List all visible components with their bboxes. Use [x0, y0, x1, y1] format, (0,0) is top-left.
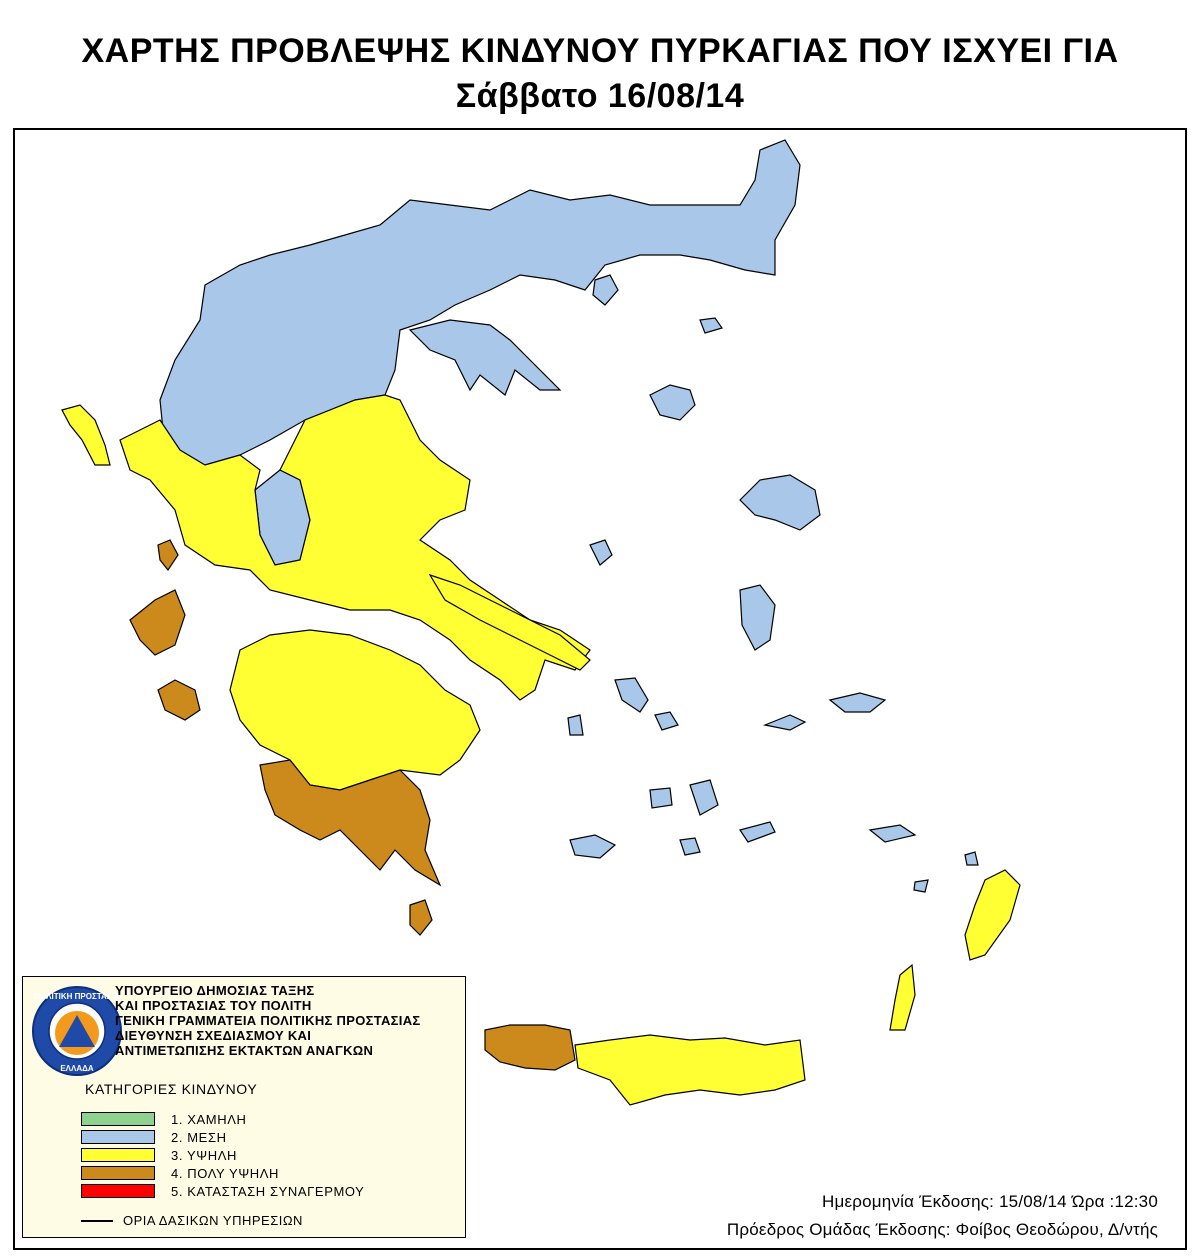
- seal-bottom-text: ΕΛΛΑΔΑ: [60, 1064, 94, 1073]
- region-chios: [740, 585, 775, 650]
- org-line: ΑΝΤΙΜΕΤΩΠΙΣΗΣ ΕΚΤΑΚΤΩΝ ΑΝΑΓΚΩΝ: [115, 1043, 374, 1058]
- map-date: Σάββατο 16/08/14: [455, 77, 745, 115]
- boundary-label: ΟΡΙΑ ΔΑΣΙΚΩΝ ΥΠΗΡΕΣΙΩΝ: [123, 1213, 303, 1228]
- legend-label: 3. ΥΨΗΛΗ: [171, 1147, 238, 1163]
- region-rhodes: [965, 870, 1020, 960]
- legend-label: 2. ΜΕΣΗ: [171, 1129, 227, 1145]
- issue-date: Ημερομηνία Έκδοσης: 15/08/14 Ώρα :12:30: [822, 1192, 1158, 1211]
- swatch-low: [81, 1112, 155, 1126]
- region-northern-greece: [160, 140, 800, 470]
- region-lefkada: [158, 540, 178, 570]
- region-ikaria: [830, 693, 885, 712]
- region-chalkidiki: [410, 320, 560, 395]
- organization-name: [115, 983, 465, 1058]
- region-cyclades-ios: [680, 838, 700, 855]
- region-samothraki: [700, 318, 722, 333]
- region-karpathos: [890, 965, 915, 1030]
- org-line: ΥΠΟΥΡΓΕΙΟ ΔΗΜΟΣΙΑΣ ΤΑΞΗΣ: [115, 983, 315, 998]
- region-crete-west: [485, 1025, 575, 1070]
- legend-item-medium: [81, 1129, 227, 1145]
- org-line: ΓΕΝΙΚΗ ΓΡΑΜΜΑΤΕΙΑ ΠΟΛΙΤΙΚΗΣ ΠΡΟΣΤΑΣΙΑΣ: [115, 1013, 421, 1028]
- region-cyclades-tinos: [655, 712, 678, 730]
- region-lemnos: [650, 385, 695, 420]
- org-line: ΚΑΙ ΠΡΟΣΤΑΣΙΑΣ ΤΟΥ ΠΟΛΙΤΗ: [115, 998, 312, 1013]
- region-cyclades-andros: [615, 678, 648, 712]
- region-corfu: [62, 405, 110, 465]
- map-title: ΧΑΡΤΗΣ ΠΡΟΒΛΕΨΗΣ ΚΙΝΔΥΝΟΥ ΠΥΡΚΑΓΙΑΣ ΠΟΥ ΙΣΧΥΕΙ ΓΙΑ: [81, 32, 1119, 70]
- legend-item-very-high: [81, 1165, 279, 1181]
- region-kefalonia: [130, 590, 185, 655]
- region-dodecanese-kos: [870, 825, 915, 842]
- region-dodecanese-small: [914, 880, 928, 892]
- region-cyclades-kea: [568, 715, 583, 735]
- region-kythira: [410, 900, 432, 935]
- region-cyclades-milos: [570, 835, 615, 858]
- swatch-high: [81, 1148, 155, 1162]
- region-cyclades-amorgos: [740, 822, 775, 842]
- region-dodecanese-symi: [965, 852, 978, 865]
- legend-item-boundaries: [81, 1213, 303, 1228]
- legend-label: 4. ΠΟΛΥ ΥΨΗΛΗ: [171, 1165, 280, 1181]
- swatch-alarm: [81, 1184, 155, 1198]
- region-crete-central-east: [575, 1035, 805, 1105]
- region-samos: [765, 715, 805, 730]
- issue-president: Πρόεδρος Ομάδας Έκδοσης: Φοίβος Θεοδώρου, Δ/ντής: [726, 1220, 1158, 1239]
- region-cyclades-paros: [650, 788, 672, 808]
- legend-item-alarm: [81, 1183, 364, 1199]
- legend-label: 1. ΧΑΜΗΛΗ: [171, 1111, 247, 1127]
- region-zakynthos: [158, 680, 200, 720]
- legend-item-high: [81, 1147, 237, 1163]
- legend-item-low: [81, 1111, 247, 1127]
- legend-label: 5. ΚΑΤΑΣΤΑΣΗ ΣΥΝΑΓΕΡΜΟΥ: [171, 1183, 365, 1199]
- region-cyclades-naxos: [690, 780, 718, 815]
- region-lesvos: [740, 475, 820, 530]
- swatch-medium: [81, 1130, 155, 1144]
- legend: [22, 976, 466, 1238]
- civil-protection-seal-icon: [31, 985, 123, 1077]
- categories-title: ΚΑΤΗΓΟΡΙΕΣ ΚΙΝΔΥΝΟΥ: [85, 1081, 258, 1097]
- region-skyros: [590, 540, 612, 565]
- org-line: ΔΙΕΥΘΥΝΣΗ ΣΧΕΔΙΑΣΜΟΥ ΚΑΙ: [115, 1028, 312, 1043]
- region-thasos: [593, 275, 618, 305]
- swatch-very-high: [81, 1166, 155, 1180]
- seal-text: ΠΟΛΙΤΙΚΗ ΠΡΟΣΤΑΣΙΑ: [34, 992, 120, 1001]
- boundary-line-icon: [81, 1220, 113, 1222]
